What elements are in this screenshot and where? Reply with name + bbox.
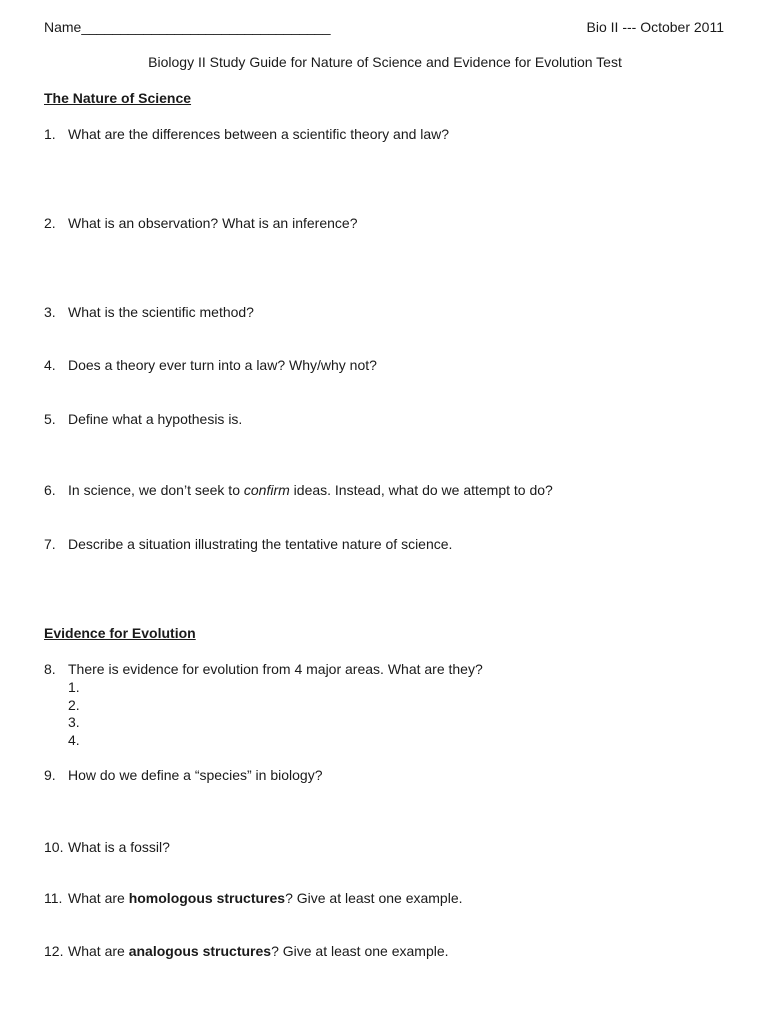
question-text: What is an observation? What is an inference? (68, 215, 358, 231)
question-text (68, 942, 449, 960)
question-text-part: In science, we don’t seek to (68, 482, 244, 498)
question-text: Define what a hypothesis is. (68, 411, 243, 427)
question-text: What are the differences between a scientific theory and law? (68, 126, 450, 142)
question-number: 12. (44, 943, 64, 959)
question-text: Describe a situation illustrating the tentative nature of science. (68, 536, 453, 552)
answer-number: 2. (68, 697, 80, 713)
emphasized-word: confirm (243, 482, 290, 498)
question-number: 3. (44, 304, 56, 320)
question-number: 2. (44, 215, 56, 231)
question-number: 7. (44, 536, 56, 552)
question-number: 11. (44, 890, 63, 906)
answer-number: 4. (68, 732, 80, 748)
page-title: Biology II Study Guide for Nature of Science and Evidence for Evolution Test (148, 54, 622, 70)
answer-number: 1. (68, 679, 80, 695)
bold-term: homologous structures (128, 890, 286, 906)
bold-term: analogous structures (128, 943, 272, 959)
section-heading-nature-of-science: The Nature of Science (44, 90, 192, 106)
section-heading-evidence-for-evolution: Evidence for Evolution (44, 625, 196, 641)
question-text-part: ? Give at least one example. (285, 890, 463, 906)
name-field-label: Name________________________________ (44, 19, 331, 35)
question-text: What is a fossil? (68, 839, 170, 855)
question-text-part: ideas. Instead, what do we attempt to do? (289, 482, 553, 498)
question-number: 5. (44, 411, 56, 427)
question-text: Does a theory ever turn into a law? Why/why not? (68, 357, 377, 373)
question-number: 9. (44, 767, 56, 783)
question-text-part: What are (68, 943, 129, 959)
answer-number: 3. (68, 714, 80, 730)
class-date-label: Bio II --- October 2011 (586, 19, 724, 35)
question-text: What is the scientific method? (68, 304, 254, 320)
question-text-part: What are (68, 890, 129, 906)
question-text-part: ? Give at least one example. (271, 943, 449, 959)
question-number: 8. (44, 661, 56, 677)
question-number: 10. (44, 839, 64, 855)
question-number: 6. (44, 482, 56, 498)
question-number: 4. (44, 357, 56, 373)
question-text (68, 889, 463, 907)
question-number: 1. (44, 126, 56, 142)
question-text: How do we define a “species” in biology? (68, 767, 323, 783)
question-text: There is evidence for evolution from 4 major areas. What are they? (68, 661, 483, 677)
question-text (68, 481, 553, 499)
